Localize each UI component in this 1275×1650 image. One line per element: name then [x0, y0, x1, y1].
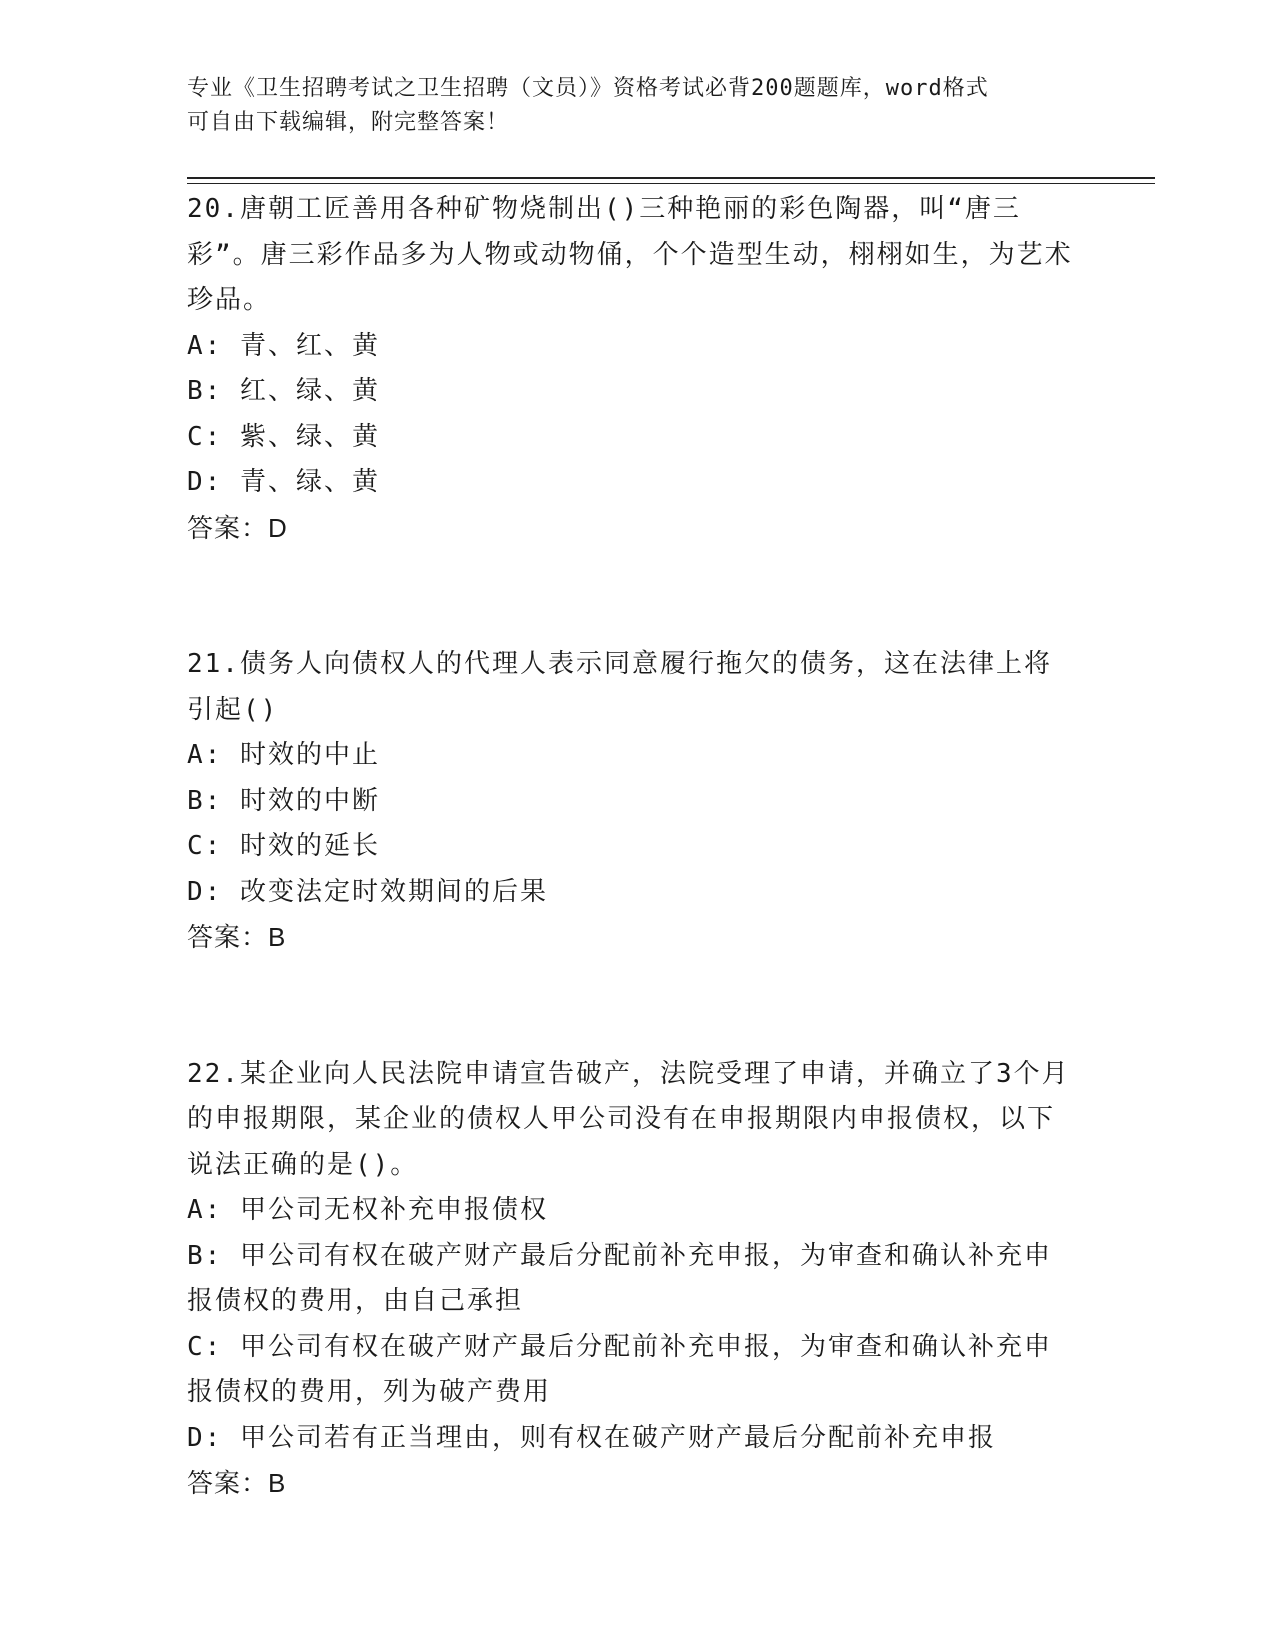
question-stem: 21.债务人向债权人的代理人表示同意履行拖欠的债务，这在法律上将引起()	[187, 649, 1052, 725]
option-d: D: 改变法定时效期间的后果	[187, 876, 548, 907]
header-line-1: 专业《卫生招聘考试之卫生招聘（文员）》资格考试必背200题题库，word格式	[187, 76, 989, 101]
answer: 答案：D	[187, 512, 288, 543]
question-21	[187, 642, 1077, 961]
option-b: B: 甲公司有权在破产财产最后分配前补充申报，为审查和确认补充申报债权的费用，由自己承担	[187, 1240, 1052, 1316]
spacer	[187, 551, 1077, 642]
option-c: C: 时效的延长	[187, 831, 380, 861]
header-line-2: 可自由下载编辑，附完整答案！	[187, 110, 510, 135]
option-d: D: 青、绿、黄	[187, 467, 380, 497]
question-list	[187, 187, 1077, 1507]
answer: 答案：B	[187, 1468, 287, 1498]
spacer	[187, 961, 1077, 1052]
option-b: B: 红、绿、黄	[187, 376, 380, 406]
question-22	[187, 1052, 1077, 1507]
option-a: A: 青、红、黄	[187, 330, 380, 361]
question-20	[187, 187, 1077, 551]
option-c: C: 甲公司有权在破产财产最后分配前补充申报，为审查和确认补充申报债权的费用，列为破产费用	[187, 1331, 1052, 1407]
header-divider-thin	[187, 183, 1155, 184]
option-b: B: 时效的中断	[187, 785, 380, 816]
question-stem: 20.唐朝工匠善用各种矿物烧制出()三种艳丽的彩色陶器，叫“唐三彩”。唐三彩作品多为人物或动物俑，个个造型生动，栩栩如生，为艺术珍品。	[187, 194, 1073, 315]
option-c: C: 紫、绿、黄	[187, 421, 380, 452]
answer: 答案：B	[187, 922, 287, 952]
option-d: D: 甲公司若有正当理由，则有权在破产财产最后分配前补充申报	[187, 1422, 996, 1453]
header-divider-thick	[187, 177, 1155, 179]
option-a: A: 甲公司无权补充申报债权	[187, 1195, 548, 1225]
option-a: A: 时效的中止	[187, 740, 380, 770]
question-stem: 22.某企业向人民法院申请宣告破产，法院受理了申请，并确立了3个月的申报期限，某企业的债权人甲公司没有在申报期限内申报债权，以下说法正确的是()。	[187, 1058, 1070, 1180]
document-header	[187, 72, 1067, 140]
